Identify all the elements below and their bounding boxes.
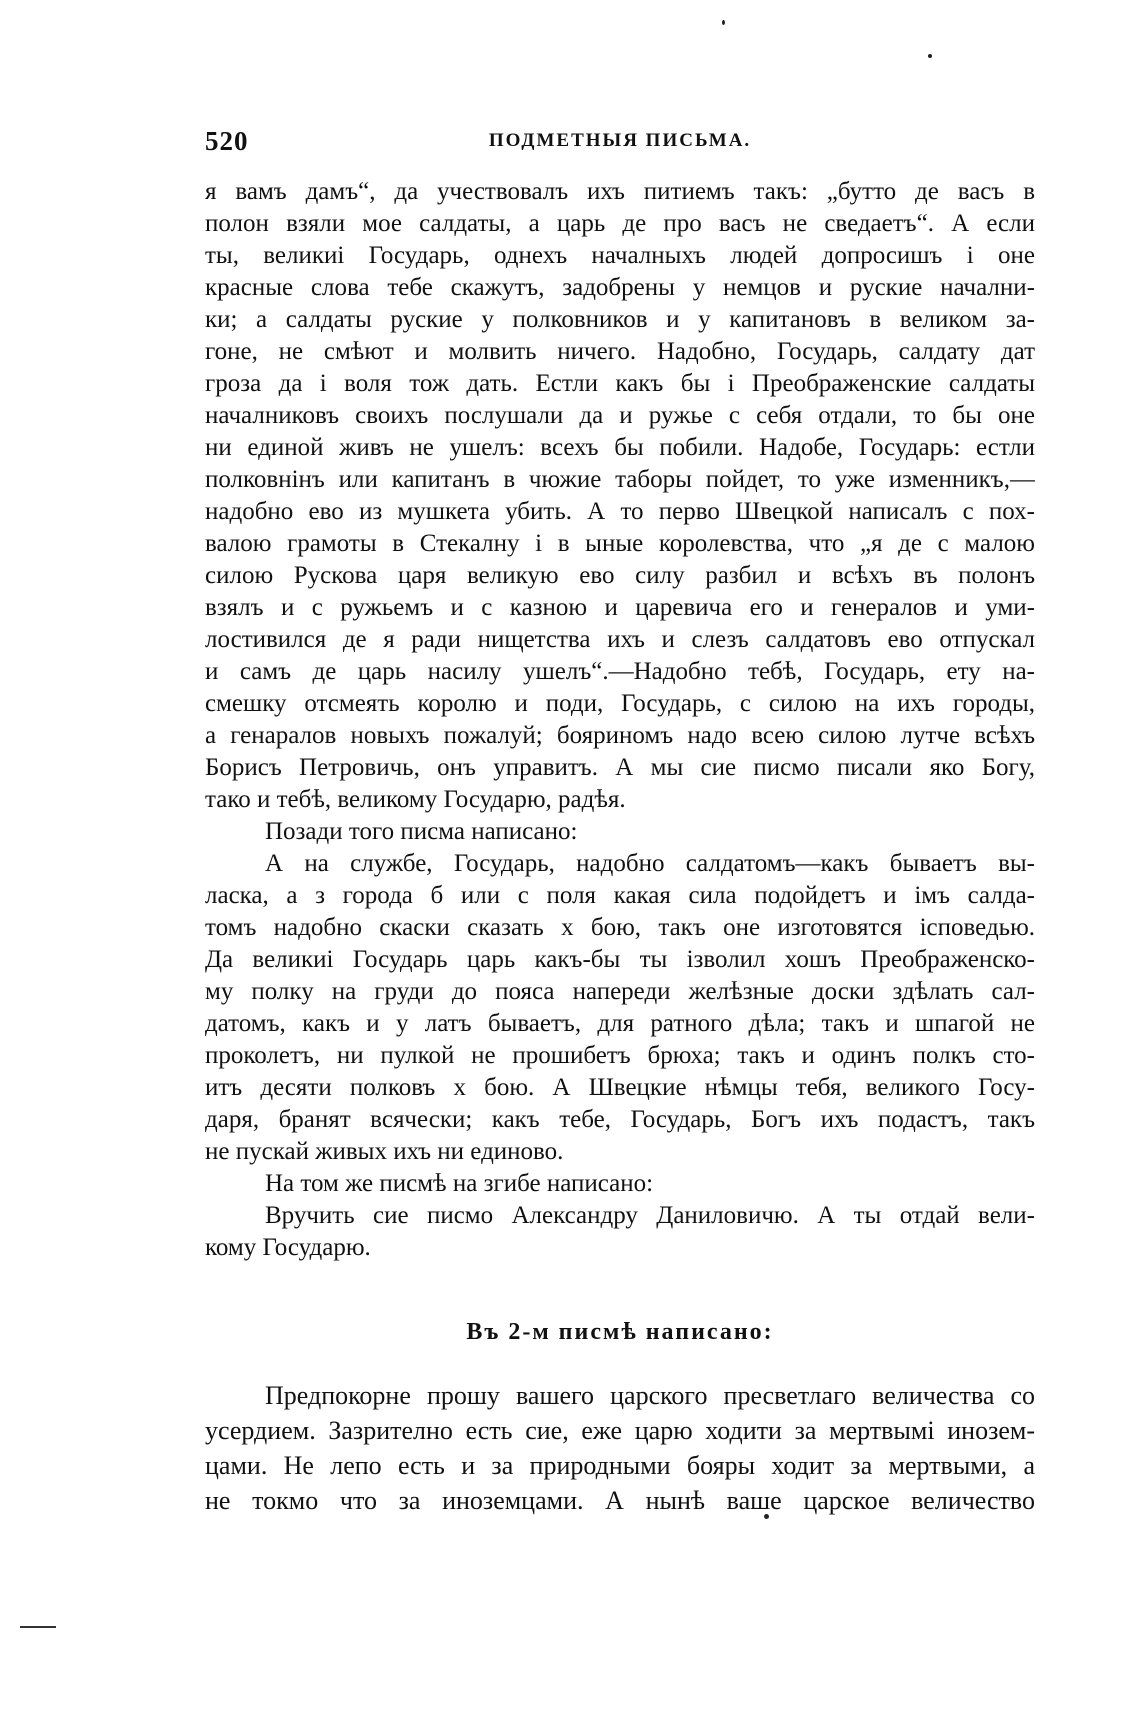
text-line: Борисъ Петровичь, онъ управитъ. А мы сие писмо писали яко Богу, bbox=[205, 754, 1035, 781]
text-line: полковнінъ или капитанъ в чюжие таборы пойдет, то уже изменникъ,— bbox=[205, 466, 1035, 493]
text-line: надобно ево из мушкета убить. А то перво Швецкой написалъ с пох- bbox=[205, 498, 1035, 525]
text-line: и самъ де царь насилу ушелъ“.—Надобно тебѣ, Государь, ету на- bbox=[205, 658, 1035, 685]
text-line: проколетъ, ни пулкой не прошибетъ брюха; такъ и одинъ полкъ сто- bbox=[205, 1042, 1035, 1069]
text-line: даря, бранят всячески; какъ тебе, Государь, Богъ ихъ подастъ, такъ bbox=[205, 1106, 1035, 1133]
text-line: гоне, не смѣют и молвить ничего. Надобно, Государь, салдату дат bbox=[205, 338, 1035, 365]
text-line: полон взяли мое салдаты, а царь де про васъ не сведаетъ“. А если bbox=[205, 210, 1035, 237]
text-line: усердием. Зазрително есть сие, еже царю ходити за мертвымі инозем- bbox=[205, 1416, 1035, 1445]
text-line: кому Государю. bbox=[205, 1234, 371, 1261]
text-line: тако и тебѣ, великому Государю, радѣя. bbox=[205, 786, 626, 813]
text-line: му полку на груди до пояса напереди желѣзные доски здѣлать сал- bbox=[205, 978, 1035, 1005]
text-line: я вамъ дамъ“, да учествовалъ ихъ питиемъ такъ: „бутто де васъ в bbox=[205, 178, 1035, 205]
text-line: смешку отсмеять королю и поди, Государь, с силою на ихъ городы, bbox=[205, 690, 1035, 717]
text-line: не токмо что за иноземцами. А нынѣ ваше царское величество bbox=[205, 1486, 1035, 1515]
subheading-line: Позади того писма написано: bbox=[265, 818, 578, 845]
first-letter-text bbox=[205, 176, 1035, 1264]
second-letter-text bbox=[205, 1378, 1035, 1518]
ink-speck bbox=[928, 54, 932, 58]
text-line: Предпокорне прошу вашего царского пресветлаго величества со bbox=[265, 1381, 1035, 1410]
ink-speck bbox=[722, 20, 725, 25]
text-line: Да великиі Государь царь какъ-бы ты ізволил хошъ Преображенско- bbox=[205, 946, 1035, 973]
page-number: 520 bbox=[205, 126, 249, 156]
text-line: ты, великиі Государь, однехъ началныхъ людей допросишъ і оне bbox=[205, 242, 1035, 269]
text-line: красные слова тебе скажутъ, задобрены у немцов и руские начални- bbox=[205, 274, 1035, 301]
text-line: валою грамоты в Стекалну і в ыные королевства, что „я де с малою bbox=[205, 530, 1035, 557]
section-heading: Въ 2-м писмѣ написано: bbox=[466, 1319, 774, 1345]
text-line: а генаралов новыхъ пожалуй; бояриномъ надо всею силою лутче всѣхъ bbox=[205, 722, 1035, 749]
text-line: А на службе, Государь, надобно салдатомъ—какъ бываетъ вы- bbox=[265, 850, 1035, 877]
text-line: ласка, а з города б или с поля какая сила подойдетъ и імъ салда- bbox=[205, 882, 1035, 909]
text-line: итъ десяти полковъ х бою. А Швецкие нѣмцы тебя, великого Госу- bbox=[205, 1074, 1035, 1101]
text-line: датомъ, какъ и у латъ бываетъ, для ратного дѣла; такъ и шпагой не bbox=[205, 1010, 1035, 1037]
text-line: не пускай живых ихъ ни единово. bbox=[205, 1138, 564, 1165]
text-line: ни единой живъ не ушелъ: всехъ бы побили. Надобе, Государь: естли bbox=[205, 434, 1035, 461]
text-line: ки; а салдаты руские у полковников и у капитановъ в великом за- bbox=[205, 306, 1035, 333]
text-line: лостивился де я ради нищетства ихъ и слезъ салдатовъ ево отпускал bbox=[205, 626, 1035, 653]
margin-mark bbox=[20, 1626, 56, 1628]
text-line: взялъ и с ружьемъ и с казною и царевича его и генералов и уми- bbox=[205, 594, 1035, 621]
page-header bbox=[205, 126, 1035, 166]
text-line: началниковъ своихъ послушали да и ружье с себя отдали, то бы оне bbox=[205, 402, 1035, 429]
text-line: силою Рускова царя великую ево силу разбил и всѣхъ въ полонъ bbox=[205, 562, 1035, 589]
subheading-line: На том же писмѣ на згибе написано: bbox=[265, 1170, 654, 1197]
text-line: Вручить сие писмо Александру Даниловичю. А ты отдай вели- bbox=[265, 1202, 1035, 1229]
text-line: цами. Не лепо есть и за природными бояры ходит за мертвыми, а bbox=[205, 1451, 1035, 1480]
text-line: томъ надобно скаски сказать х бою, такъ оне изготовятся іcповедью. bbox=[205, 914, 1035, 941]
text-line: гроза да і воля тож дать. Естли какъ бы і Преображенские салдаты bbox=[205, 370, 1035, 397]
running-title: ПОДМЕТНЫЯ ПИСЬМА. bbox=[488, 130, 752, 151]
